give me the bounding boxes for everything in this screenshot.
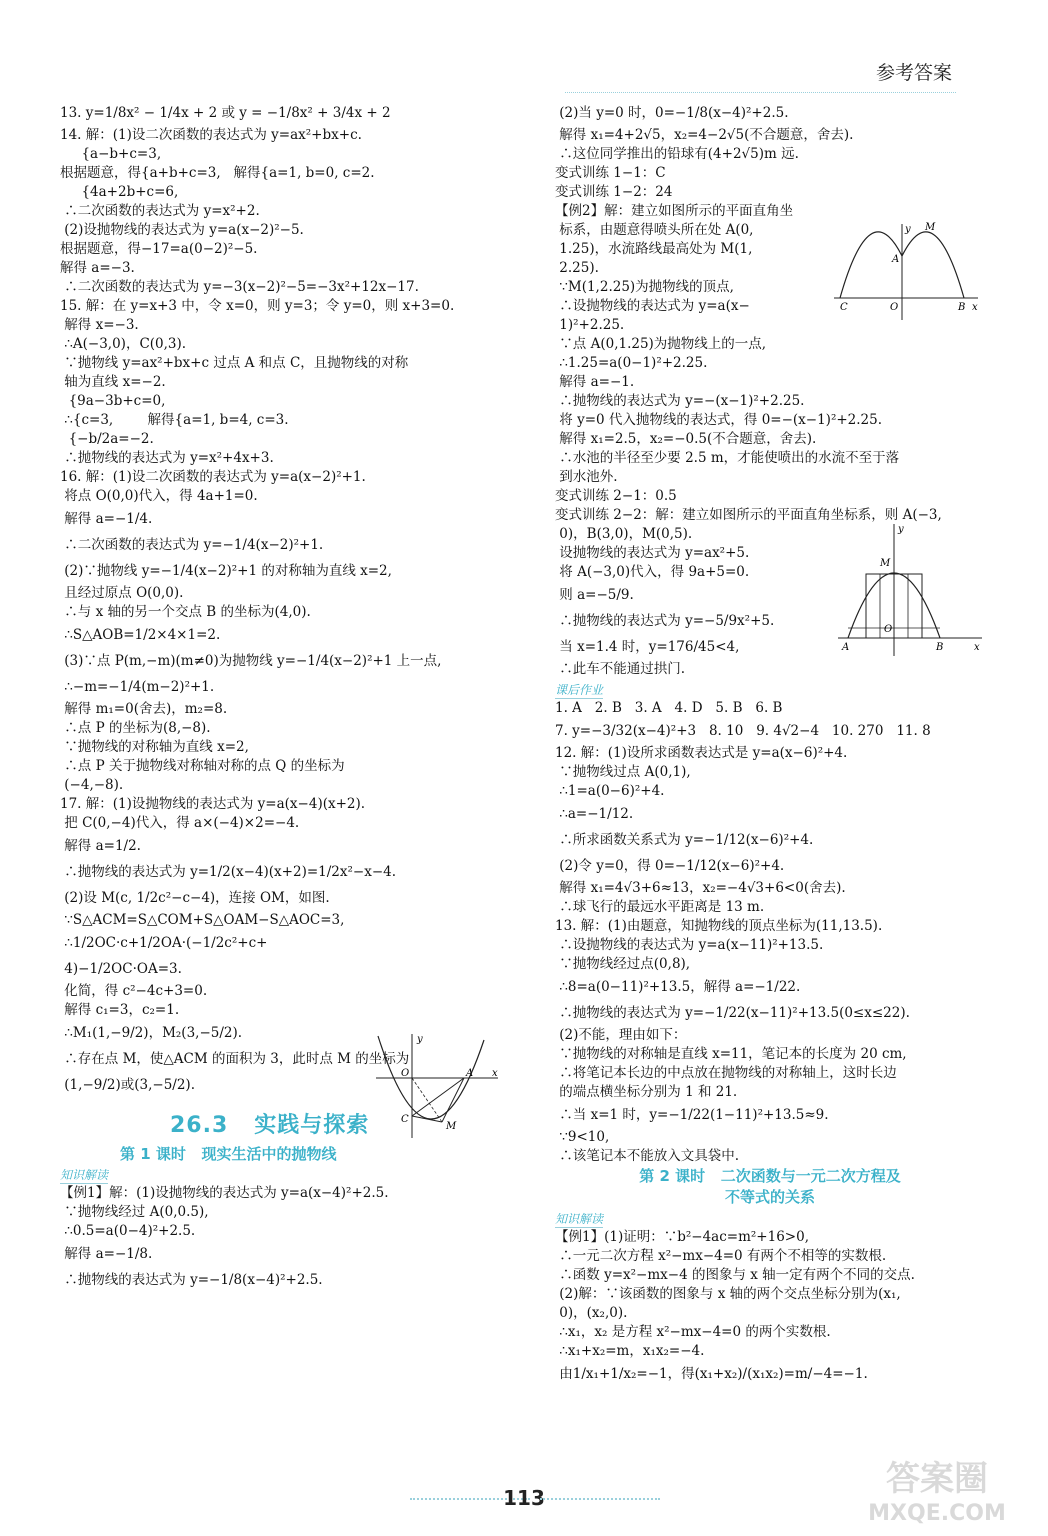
- knowledge-tag-2: 知识解读: [555, 1212, 604, 1226]
- text-line: ∴球飞行的最远水平距离是 13 m.: [555, 899, 765, 915]
- text-line: ∴抛物线的表达式为 y=−(x−1)²+2.25.: [555, 393, 805, 409]
- fig17-segment-ac: [412, 1078, 464, 1116]
- text-line: (2)∵抛物线 y=−1/4(x−2)²+1 的对称轴为直线 x=2,: [60, 563, 392, 579]
- text-line: ∴当 x=1 时，y=−1/22(1−11)²+13.5≈9.: [555, 1107, 829, 1123]
- text-line: ∴抛物线的表达式为 y=−1/22(x−11)²+13.5(0≤x≤22).: [555, 1005, 910, 1021]
- page-dots-right: [540, 1498, 660, 1500]
- text-line: (2)设 M(c, 1/2c²−c−4)，连接 OM，如图.: [60, 890, 330, 906]
- text-line: ∵抛物线 y=ax²+bx+c 过点 A 和点 C，且抛物线的对称: [60, 355, 409, 371]
- right-lines-b: [555, 699, 985, 1166]
- text-line: ∵抛物线过点 A(0,1),: [555, 764, 691, 780]
- text-line: 由1/x₁+1/x₂=−1，得(x₁+x₂)/(x₁x₂)=m/−4=−1.: [555, 1366, 868, 1382]
- text-line: 16. 解：(1)设二次函数的表达式为 y=a(x−2)²+1.: [60, 469, 366, 485]
- fig-ex2-label-c: C: [840, 302, 848, 313]
- fig-ex2-right-arc: [902, 232, 964, 298]
- fig17-label-o: O: [401, 1068, 410, 1079]
- fig17-label-y: y: [417, 1034, 423, 1045]
- text-line: 17. 解：(1)设抛物线的表达式为 y=a(x−4)(x+2).: [60, 796, 366, 812]
- text-line: ∴x₁+x₂=m，x₁x₂=−4.: [555, 1343, 705, 1359]
- text-line: 轴为直线 x=−2.: [60, 374, 166, 390]
- text-line: ∵抛物线的对称轴是直线 x=11，笔记本的长度为 20 cm,: [555, 1046, 907, 1062]
- text-line: 2.25).: [555, 260, 599, 276]
- text-line: 解得 a=1/2.: [60, 838, 141, 854]
- text-line: 将 A(−3,0)代入，得 9a+5=0.: [555, 564, 750, 580]
- text-line: ∴A(−3,0)，C(0,3).: [60, 336, 187, 352]
- text-line: ∴二次函数的表达式为 y=x²+2.: [60, 203, 260, 219]
- fig17-segment-cm: [412, 1116, 442, 1122]
- text-line: 设抛物线的表达式为 y=ax²+5.: [555, 545, 750, 561]
- text-line: 15. 解：在 y=x+3 中，令 x=0，则 y=3；令 y=0，则 x+3=0.: [60, 298, 455, 314]
- text-line: (2)令 y=0，得 0=−1/12(x−6)²+4.: [555, 858, 785, 874]
- text-line: ∴a=−1/12.: [555, 806, 634, 822]
- text-line: 根据题意，得{a+b+c=3, 解得{a=1, b=0, c=2.: [60, 165, 375, 181]
- text-line: ∴该笔记本不能放入文具袋中.: [555, 1148, 740, 1164]
- text-line: ∴点 P 关于抛物线对称轴对称的点 Q 的坐标为: [60, 758, 345, 774]
- text-line: (2)解：∵该函数的图象与 x 轴的两个交点坐标分别为(x₁,: [555, 1286, 901, 1302]
- text-line: (2)设抛物线的表达式为 y=a(x−2)²−5.: [60, 222, 304, 238]
- knowledge-tag: 知识解读: [60, 1168, 109, 1182]
- text-line: ∴{c=3, 解得{a=1, b=4, c=3.: [60, 412, 289, 428]
- text-line: ∴水池的半径至少要 2.5 m，才能使喷出的水流不至于落: [555, 450, 900, 466]
- text-line: 标系，由题意得喷头所在处 A(0,: [555, 222, 754, 238]
- fig-arch-label-x: x: [974, 642, 980, 653]
- text-line: ∴1=a(0−6)²+4.: [555, 783, 665, 799]
- text-line: 变式训练 2−2：解：建立如图所示的平面直角坐标系，则 A(−3,: [555, 507, 942, 523]
- left-lines-b: [60, 1184, 528, 1293]
- text-line: ∴M₁(1,−9/2)，M₂(3,−5/2).: [60, 1025, 243, 1041]
- fig-ex2-label-y: y: [905, 224, 911, 235]
- section-title: 26.3 实践与探索: [170, 1113, 370, 1138]
- text-line: 的端点横坐标分别为 1 和 21.: [555, 1084, 738, 1100]
- text-line: 且经过原点 O(0,0).: [60, 585, 184, 601]
- text-line: 1.25)，水流路线最高处为 M(1,: [555, 241, 753, 257]
- text-line: ∴x₁，x₂ 是方程 x²−mx−4=0 的两个实数根.: [555, 1324, 831, 1340]
- right-lines-c: [555, 1228, 985, 1387]
- watermark-logo: [852, 1450, 1022, 1526]
- text-line: 14. 解：(1)设二次函数的表达式为 y=ax²+bx+c.: [60, 127, 362, 143]
- text-line: 化简，得 c²−4c+3=0.: [60, 983, 208, 999]
- text-line: ∴所求函数关系式为 y=−1/12(x−6)²+4.: [555, 832, 814, 848]
- text-line: 变式训练 1−2：24: [555, 184, 673, 200]
- text-line: ∵9<10,: [555, 1129, 610, 1145]
- fig17-segment-om: [412, 1078, 442, 1122]
- text-line: {9a−3b+c=0,: [60, 393, 166, 409]
- fig-arch-label-y: y: [898, 524, 904, 535]
- text-line: 当 x=1.4 时，y=176/45<4,: [555, 639, 740, 655]
- left-lines-a: [60, 100, 528, 1098]
- fig-arch-label-m: M: [880, 558, 891, 569]
- text-line: ∵抛物线经过点(0,8),: [555, 956, 691, 972]
- text-line: 将点 O(0,0)代入，得 4a+1=0.: [60, 488, 258, 504]
- text-line: (1,−9/2)或(3,−5/2).: [60, 1077, 195, 1093]
- text-line: 解得 a=−1.: [555, 374, 635, 390]
- homework-tag: 课后作业: [555, 683, 604, 697]
- figure-problem-17: [368, 1030, 508, 1142]
- fig-ex2-label-o: O: [890, 302, 899, 313]
- watermark-line1: 答案圈: [886, 1459, 988, 1499]
- text-line: 解得 x₁=4√3+6≈13，x₂=−4√3+6<0(舍去).: [555, 880, 846, 896]
- text-line: ∴二次函数的表达式为 y=−3(x−2)²−5=−3x²+12x−17.: [60, 279, 419, 295]
- fig17-segment-am: [442, 1078, 464, 1122]
- text-line: ∴设抛物线的表达式为 y=a(x−11)²+13.5.: [555, 937, 824, 953]
- text-line: ∴8=a(0−11)²+13.5，解得 a=−1/22.: [555, 979, 801, 995]
- text-line: ∴−m=−1/4(m−2)²+1.: [60, 679, 215, 695]
- text-line: ∴设抛物线的表达式为 y=a(x−: [555, 298, 750, 314]
- text-line: ∴这位同学推出的铅球有(4+2√5)m 远.: [555, 146, 799, 162]
- text-line: 4)−1/2OC·OA=3.: [60, 961, 182, 977]
- text-line: 解得 a=−3.: [60, 260, 135, 276]
- text-line: ∵点 A(0,1.25)为抛物线上的一点,: [555, 336, 767, 352]
- text-line: 1. A 2. B 3. A 4. D 5. B 6. B: [555, 700, 783, 716]
- text-line: 则 a=−5/9.: [555, 587, 634, 603]
- text-line: 到水池外.: [555, 469, 618, 485]
- text-line: ∴1/2OC·c+1/2OA·(−1/2c²+c+: [60, 935, 268, 951]
- text-line: 把 C(0,−4)代入，得 a×(−4)×2=−4.: [60, 815, 300, 831]
- fig17-label-c: C: [401, 1114, 409, 1125]
- text-line: ∴抛物线的表达式为 y=−5/9x²+5.: [555, 613, 775, 629]
- fig-ex2-label-a: A: [892, 254, 900, 265]
- text-line: 7. y=−3/32(x−4)²+3 8. 10 9. 4√2−4 10. 270 11. 8: [555, 723, 931, 739]
- text-line: 解得 a=−1/4.: [60, 511, 153, 527]
- page-number: 113: [503, 1486, 545, 1510]
- text-line: ∴函数 y=x²−mx−4 的图象与 x 轴一定有两个不同的交点.: [555, 1267, 915, 1283]
- text-line: ∴此车不能通过拱门.: [555, 661, 686, 677]
- text-line: (−4,−8).: [60, 777, 124, 793]
- lesson-2-title-line1: 第 2 课时 二次函数与一元二次方程及: [639, 1167, 901, 1185]
- text-line: 【例1】(1)证明：∵b²−4ac=m²+16>0,: [555, 1229, 809, 1245]
- text-line: ∵抛物线的对称轴为直线 x=2,: [60, 739, 249, 755]
- text-line: {4a+2b+c=6,: [60, 184, 179, 200]
- fig-ex2-label-x: x: [972, 302, 978, 313]
- text-line: ∴点 P 的坐标为(8,−8).: [60, 720, 211, 736]
- text-line: (2)当 y=0 时，0=−1/8(x−4)²+2.5.: [555, 105, 789, 121]
- text-line: 12. 解：(1)设所求函数表达式是 y=a(x−6)²+4.: [555, 745, 848, 761]
- text-line: ∴存在点 M，使△ACM 的面积为 3，此时点 M 的坐标为: [60, 1051, 410, 1067]
- text-line: 解得 x₁=2.5，x₂=−0.5(不合题意，舍去).: [555, 431, 817, 447]
- text-line: 解得 x=−3.: [60, 317, 139, 333]
- text-line: ∵M(1,2.25)为抛物线的顶点,: [555, 279, 734, 295]
- text-line: ∵抛物线经过 A(0,0.5),: [60, 1204, 209, 1220]
- lesson-title: 第 1 课时 现实生活中的抛物线: [120, 1145, 337, 1163]
- text-line: 变式训练 1−1：C: [555, 165, 666, 181]
- text-line: (3)∵点 P(m,−m)(m≠0)为抛物线 y=−1/4(x−2)²+1 上一点,: [60, 653, 442, 669]
- text-line: ∴抛物线的表达式为 y=x²+4x+3.: [60, 450, 274, 466]
- text-line: (2)不能，理由如下：: [555, 1027, 687, 1043]
- text-line: ∴1.25=a(0−1)²+2.25.: [555, 355, 708, 371]
- text-line: 13. 解：(1)由题意，知抛物线的顶点坐标为(11,13.5).: [555, 918, 883, 934]
- figure-example-2: [832, 212, 982, 322]
- header-rule: [565, 92, 956, 93]
- fig17-label-x: x: [492, 1068, 498, 1079]
- watermark-line2: MXQE.COM: [868, 1501, 1006, 1526]
- text-line: ∴抛物线的表达式为 y=−1/8(x−4)²+2.5.: [60, 1272, 323, 1288]
- text-line: 解得 m₁=0(舍去)，m₂=8.: [60, 701, 228, 717]
- text-line: 0)，(x₂,0).: [555, 1305, 628, 1321]
- text-line: 【例2】解：建立如图所示的平面直角坐: [555, 203, 794, 219]
- text-line: 1)²+2.25.: [555, 317, 625, 333]
- text-line: ∴抛物线的表达式为 y=1/2(x−4)(x+2)=1/2x²−x−4.: [60, 864, 397, 880]
- text-line: 【例1】解：(1)设抛物线的表达式为 y=a(x−4)²+2.5.: [60, 1185, 389, 1201]
- text-line: ∴0.5=a(0−4)²+2.5.: [60, 1223, 196, 1239]
- text-line: 根据题意，得−17=a(0−2)²−5.: [60, 241, 258, 257]
- text-line: 变式训练 2−1：0.5: [555, 488, 677, 504]
- header-title: 参考答案: [875, 62, 952, 84]
- text-line: ∴二次函数的表达式为 y=−1/4(x−2)²+1.: [60, 537, 324, 553]
- fig17-label-a: A: [466, 1068, 474, 1079]
- text-line: ∴一元二次方程 x²−mx−4=0 有两个不相等的实数根.: [555, 1248, 887, 1264]
- fig-arch-label-b: B: [936, 642, 944, 653]
- fig-arch-label-o: O: [884, 624, 893, 635]
- text-line: ∵S△ACM=S△COM+S△OAM−S△AOC=3,: [60, 912, 345, 928]
- fig-ex2-label-b: B: [958, 302, 966, 313]
- text-line: 13. y=1/8x² − 1/4x + 2 或 y = −1/8x² + 3/4x + 2: [60, 105, 391, 121]
- text-line: ∴与 x 轴的另一个交点 B 的坐标为(4,0).: [60, 604, 311, 620]
- text-line: 将 y=0 代入抛物线的表达式，得 0=−(x−1)²+2.25.: [555, 412, 883, 428]
- figure-arch: [836, 520, 986, 660]
- fig-ex2-label-m: M: [925, 222, 936, 233]
- text-line: 解得 c₁=3，c₂=1.: [60, 1002, 180, 1018]
- text-line: 0)，B(3,0)，M(0,5).: [555, 526, 693, 542]
- fig-arch-label-a: A: [842, 642, 850, 653]
- lesson-2-title-line2: 不等式的关系: [724, 1188, 815, 1206]
- text-line: ∴S△AOB=1/2×4×1=2.: [60, 627, 221, 643]
- text-line: 解得 x₁=4+2√5，x₂=4−2√5(不合题意，舍去).: [555, 127, 854, 143]
- text-line: ∴将笔记本长边的中点放在抛物线的对称轴上，这时长边: [555, 1065, 897, 1081]
- text-line: {a−b+c=3,: [60, 146, 162, 162]
- text-line: 解得 a=−1/8.: [60, 1246, 153, 1262]
- fig17-label-m: M: [446, 1121, 457, 1132]
- text-line: {−b/2a=−2.: [60, 431, 154, 447]
